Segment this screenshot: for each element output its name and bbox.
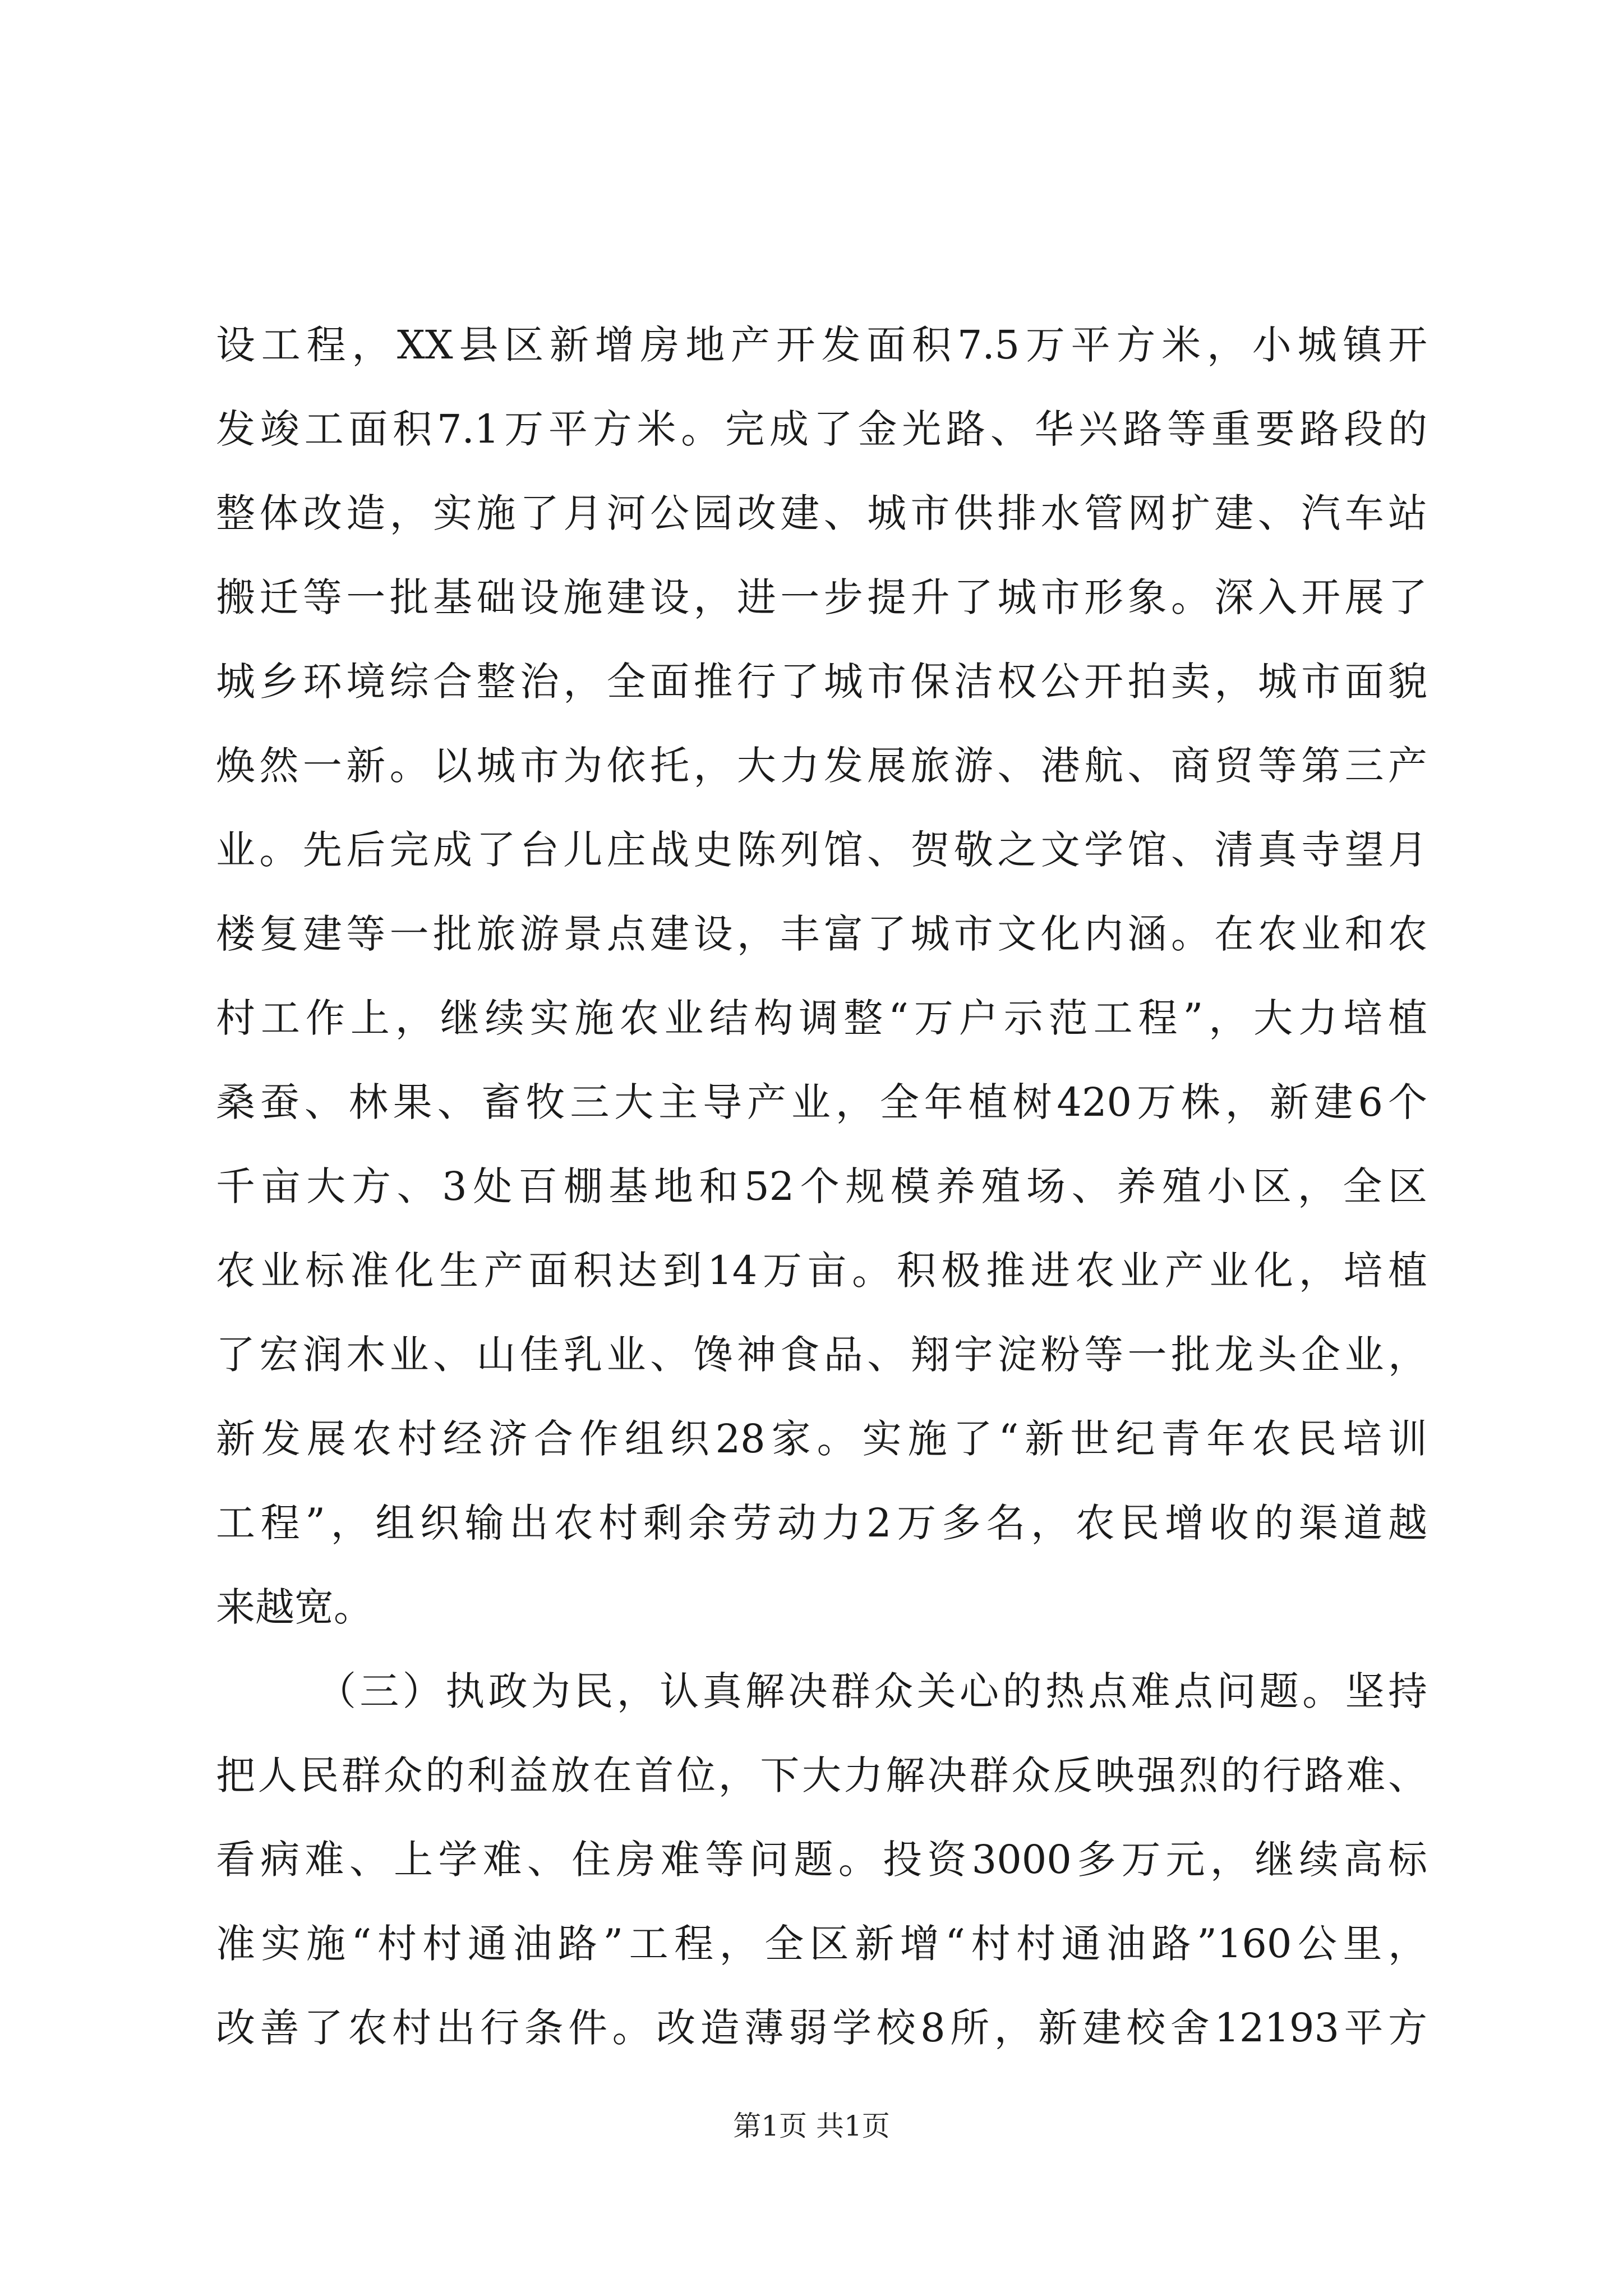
text-line: 整体改造，实施了月河公园改建、城市供排水管网扩建、汽车站	[216, 490, 1427, 536]
text-line: 设工程，XX县区新增房地产开发面积7.5万平方米，小城镇开	[216, 322, 1427, 368]
text-line: 城乡环境综合整治，全面推行了城市保洁权公开拍卖，城市面貌	[216, 659, 1427, 705]
text-line: 新发展农村经济合作组织28家。实施了“新世纪青年农民培训	[216, 1416, 1427, 1462]
page-number-footer: 第1页 共1页	[733, 2110, 890, 2142]
text-line: 看病难、上学难、住房难等问题。投资3000多万元，继续高标	[216, 1837, 1427, 1883]
text-line: 改善了农村出行条件。改造薄弱学校8所，新建校舍12193平方	[216, 2005, 1427, 2051]
text-line: 千亩大方、3处百棚基地和52个规模养殖场、养殖小区，全区	[216, 1163, 1427, 1209]
text-line: 来越宽。	[216, 1584, 373, 1630]
paragraph-first-line: （三）执政为民，认真解决群众关心的热点难点问题。坚持	[317, 1668, 1427, 1714]
text-line: 把人民群众的利益放在首位，下大力解决群众反映强烈的行路难、	[216, 1752, 1427, 1798]
text-line: 农业标准化生产面积达到14万亩。积极推进农业产业化，培植	[216, 1248, 1427, 1294]
text-line: 发竣工面积7.1万平方米。完成了金光路、华兴路等重要路段的	[216, 406, 1427, 452]
text-line: 业。先后完成了台儿庄战史陈列馆、贺敬之文学馆、清真寺望月	[216, 827, 1427, 873]
text-line: 村工作上，继续实施农业结构调整“万户示范工程”，大力培植	[216, 995, 1427, 1041]
text-line: 搬迁等一批基础设施建设，进一步提升了城市形象。深入开展了	[216, 574, 1427, 620]
text-line: 准实施“村村通油路”工程，全区新增“村村通油路”160公里，	[216, 1921, 1427, 1967]
text-line: 了宏润木业、山佳乳业、馋神食品、翔宇淀粉等一批龙头企业，	[216, 1332, 1427, 1378]
text-line: 工程”，组织输出农村剩余劳动力2万多名，农民增收的渠道越	[216, 1500, 1427, 1546]
text-line: 焕然一新。以城市为依托，大力发展旅游、港航、商贸等第三产	[216, 743, 1427, 789]
text-line: 桑蚕、林果、畜牧三大主导产业，全年植树420万株，新建6个	[216, 1079, 1427, 1125]
text-line: 楼复建等一批旅游景点建设，丰富了城市文化内涵。在农业和农	[216, 911, 1427, 957]
